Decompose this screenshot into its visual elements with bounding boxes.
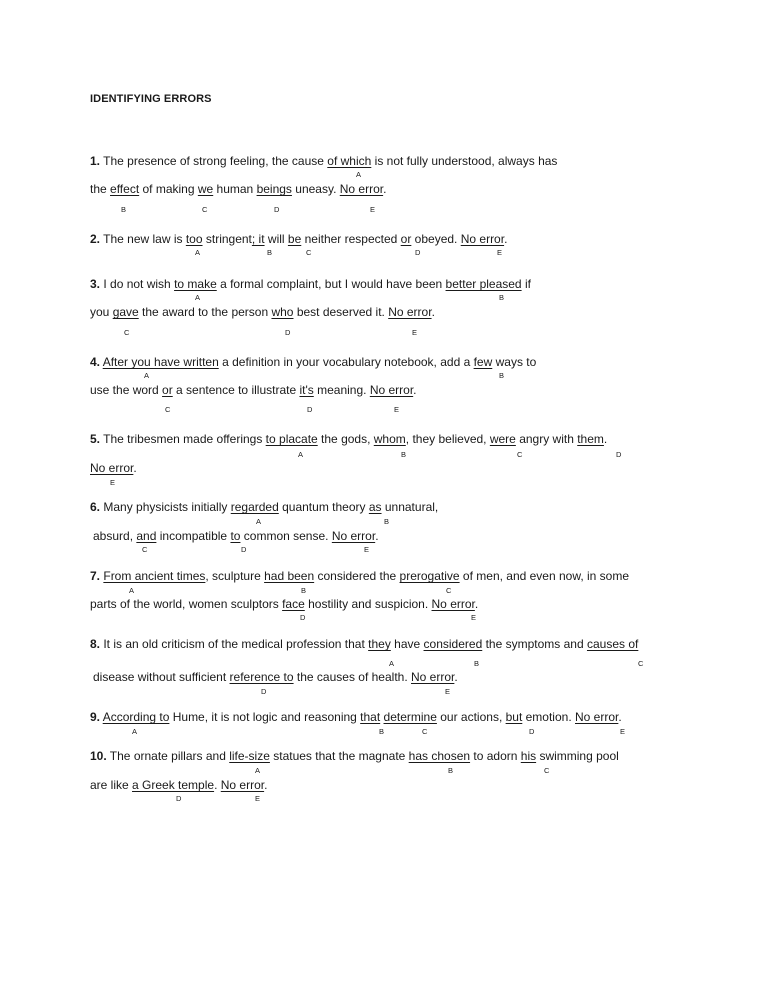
underlined-option: No error <box>388 305 432 319</box>
question-line <box>90 305 435 319</box>
text-segment: is not fully understood, always has <box>371 154 558 168</box>
question-line <box>90 778 267 792</box>
question-line <box>90 277 531 291</box>
underlined-option: whom <box>373 432 406 446</box>
text-segment: ways to <box>492 355 537 369</box>
question-line <box>90 710 622 724</box>
underlined-option: causes of <box>586 637 639 651</box>
option-letter: D <box>300 613 306 622</box>
text-segment: The ornate pillars and <box>106 749 230 763</box>
option-letter: D <box>307 405 313 414</box>
underlined-option: of which <box>327 154 372 168</box>
option-letter: A <box>129 586 135 595</box>
option-letter: C <box>517 450 523 459</box>
text-segment: a definition in your vocabulary notebook, add a <box>218 355 474 369</box>
underlined-option: they <box>368 637 391 651</box>
question-line <box>90 432 607 446</box>
question-line <box>90 383 417 397</box>
option-letter: B <box>448 766 454 775</box>
underlined-option: No error <box>575 710 619 724</box>
underlined-option: a Greek temple <box>132 778 215 792</box>
underlined-option: and <box>136 529 157 543</box>
text-segment: , sculpture <box>205 569 265 583</box>
option-letter: D <box>274 205 280 214</box>
option-letter: B <box>499 371 505 380</box>
text-segment: quantum theory <box>278 500 369 514</box>
option-letter: A <box>195 293 201 302</box>
underlined-option: to make <box>174 277 217 291</box>
underlined-option: had been <box>264 569 315 583</box>
text-segment: a sentence to illustrate <box>172 383 300 397</box>
text-segment: It is an old criticism of the medical profession that <box>100 637 369 651</box>
option-letter: A <box>256 517 262 526</box>
question-line <box>90 569 629 583</box>
option-letter: E <box>620 727 626 736</box>
underlined-option: No error <box>220 778 265 792</box>
text-segment: our actions, <box>436 710 506 724</box>
underlined-option: prerogative <box>399 569 460 583</box>
question-line <box>90 637 638 651</box>
text-segment: angry with <box>515 432 578 446</box>
text-segment: if <box>521 277 531 291</box>
text-segment: stringent <box>202 232 252 246</box>
option-letter: C <box>306 248 312 257</box>
option-letter: C <box>142 545 148 554</box>
option-letter: D <box>415 248 421 257</box>
option-letter: E <box>445 687 451 696</box>
text-segment: human <box>213 182 257 196</box>
underlined-option: or <box>400 232 412 246</box>
option-letter: B <box>379 727 385 736</box>
underlined-option: better pleased <box>445 277 522 291</box>
question-number: 7. <box>90 569 101 583</box>
question-number: 5. <box>90 432 101 446</box>
question-line <box>90 232 507 246</box>
option-letter: B <box>384 517 390 526</box>
underlined-option: No error <box>411 670 455 684</box>
text-segment: to adorn <box>470 749 521 763</box>
page-title: IDENTIFYING ERRORS <box>90 93 212 105</box>
text-segment: use the word <box>90 383 163 397</box>
text-segment: The tribesmen made offerings <box>100 432 266 446</box>
underlined-option: ; it <box>251 232 265 246</box>
text-segment: I do not wish <box>100 277 175 291</box>
underlined-option: were <box>489 432 516 446</box>
underlined-option: According to <box>102 710 170 724</box>
underlined-option: that <box>360 710 381 724</box>
option-letter: B <box>267 248 273 257</box>
underlined-option: too <box>185 232 203 246</box>
option-letter: D <box>241 545 247 554</box>
question-line <box>93 670 458 684</box>
text-segment: parts of the world, women sculptors <box>90 597 283 611</box>
option-letter: E <box>364 545 370 554</box>
question-line <box>90 749 619 763</box>
text-segment: absurd, <box>93 529 137 543</box>
text-segment: uneasy. <box>291 182 340 196</box>
text-segment: statues that the magnate <box>269 749 409 763</box>
option-letter: A <box>132 727 138 736</box>
question-line <box>90 182 386 196</box>
underlined-option: considered <box>423 637 483 651</box>
text-segment: the gods, <box>317 432 374 446</box>
underlined-option: No error <box>339 182 384 196</box>
option-letter: B <box>401 450 407 459</box>
underlined-option: gave <box>112 305 139 319</box>
option-letter: B <box>301 586 307 595</box>
option-letter: E <box>110 478 116 487</box>
underlined-option: be <box>287 232 302 246</box>
question-number: 10. <box>90 749 107 763</box>
option-letter: E <box>497 248 503 257</box>
question-line <box>90 597 478 611</box>
underlined-option: determine <box>383 710 437 724</box>
question-number: 4. <box>90 355 101 369</box>
option-letter: C <box>202 205 208 214</box>
text-segment: best deserved it. <box>293 305 389 319</box>
question-line <box>90 355 536 369</box>
option-letter: D <box>261 687 267 696</box>
text-segment: . <box>454 670 458 684</box>
text-segment: have <box>390 637 424 651</box>
text-segment: emotion. <box>522 710 575 724</box>
text-segment: The new law is <box>100 232 186 246</box>
option-letter: B <box>499 293 505 302</box>
question-number: 1. <box>90 154 101 168</box>
underlined-option: After you have written <box>102 355 219 369</box>
underlined-option: No error <box>431 597 475 611</box>
text-segment: . <box>413 383 417 397</box>
option-letter: D <box>176 794 182 803</box>
text-segment: . <box>133 461 137 475</box>
underlined-option: regarded <box>230 500 279 514</box>
option-letter: C <box>124 328 130 337</box>
underlined-option: to placate <box>265 432 318 446</box>
underlined-option: but <box>505 710 523 724</box>
underlined-option: beings <box>256 182 292 196</box>
option-letter: B <box>474 659 480 668</box>
underlined-option: No error <box>369 383 414 397</box>
underlined-option: few <box>473 355 493 369</box>
question-number: 3. <box>90 277 101 291</box>
option-letter: C <box>544 766 550 775</box>
text-segment: the causes of health. <box>293 670 411 684</box>
option-letter: A <box>389 659 395 668</box>
underlined-option: No error <box>331 529 376 543</box>
text-segment: . <box>375 529 379 543</box>
underlined-option: or <box>162 383 173 397</box>
question-line <box>93 529 379 543</box>
text-segment: . <box>214 778 221 792</box>
underlined-option: to <box>230 529 241 543</box>
question-number: 2. <box>90 232 101 246</box>
option-letter: C <box>446 586 452 595</box>
option-letter: D <box>285 328 291 337</box>
underlined-option: life-size <box>229 749 270 763</box>
option-letter: E <box>255 794 261 803</box>
text-segment: the symptoms and <box>482 637 587 651</box>
question-number: 6. <box>90 500 101 514</box>
option-letter: B <box>121 205 127 214</box>
option-letter: D <box>616 450 622 459</box>
underlined-option: has chosen <box>408 749 471 763</box>
option-letter: A <box>255 766 261 775</box>
text-segment: , they believed, <box>405 432 490 446</box>
text-segment: . <box>264 778 268 792</box>
text-segment: considered the <box>314 569 400 583</box>
underlined-option: his <box>520 749 537 763</box>
text-segment: you <box>90 305 113 319</box>
option-letter: E <box>471 613 477 622</box>
underlined-option: as <box>368 500 382 514</box>
text-segment: a formal complaint, but I would have been <box>216 277 446 291</box>
text-segment: of men, and even now, in some <box>459 569 630 583</box>
text-segment: of making <box>139 182 198 196</box>
underlined-option: it's <box>299 383 314 397</box>
question-line <box>90 461 137 475</box>
option-letter: E <box>370 205 376 214</box>
text-segment: Hume, it is not logic and reasoning <box>169 710 361 724</box>
option-letter: E <box>412 328 418 337</box>
underlined-option: we <box>197 182 214 196</box>
text-segment: neither respected <box>301 232 401 246</box>
text-segment: . <box>504 232 508 246</box>
question-number: 8. <box>90 637 101 651</box>
text-segment: will <box>264 232 288 246</box>
text-segment: are like <box>90 778 133 792</box>
text-segment: obeyed. <box>411 232 461 246</box>
option-letter: C <box>422 727 428 736</box>
text-segment: common sense. <box>240 529 332 543</box>
option-letter: C <box>638 659 644 668</box>
underlined-option: effect <box>110 182 140 196</box>
underlined-option: No error <box>460 232 505 246</box>
underlined-option: reference to <box>229 670 294 684</box>
question-line <box>90 500 438 514</box>
text-segment: hostility and suspicion. <box>304 597 432 611</box>
text-segment: meaning. <box>313 383 370 397</box>
text-segment: . <box>618 710 622 724</box>
question-number: 9. <box>90 710 101 724</box>
text-segment: the <box>90 182 111 196</box>
option-letter: A <box>356 170 362 179</box>
underlined-option: No error <box>90 461 134 475</box>
text-segment: . <box>383 182 387 196</box>
option-letter: A <box>195 248 201 257</box>
option-letter: A <box>298 450 304 459</box>
option-letter: D <box>529 727 535 736</box>
text-segment: . <box>431 305 435 319</box>
question-line <box>90 154 557 168</box>
option-letter: A <box>144 371 150 380</box>
text-segment: disease without sufficient <box>93 670 230 684</box>
text-segment: the award to the person <box>138 305 272 319</box>
text-segment: unnatural, <box>381 500 439 514</box>
text-segment: . <box>603 432 608 446</box>
underlined-option: who <box>271 305 294 319</box>
option-letter: E <box>394 405 400 414</box>
underlined-option: face <box>282 597 305 611</box>
text-segment: The presence of strong feeling, the cause <box>100 154 328 168</box>
text-segment: swimming pool <box>536 749 619 763</box>
underlined-option: From ancient times <box>103 569 206 583</box>
underlined-option: them <box>577 432 604 446</box>
option-letter: C <box>165 405 171 414</box>
text-segment: incompatible <box>156 529 231 543</box>
text-segment: Many physicists initially <box>100 500 231 514</box>
text-segment: . <box>474 597 479 611</box>
